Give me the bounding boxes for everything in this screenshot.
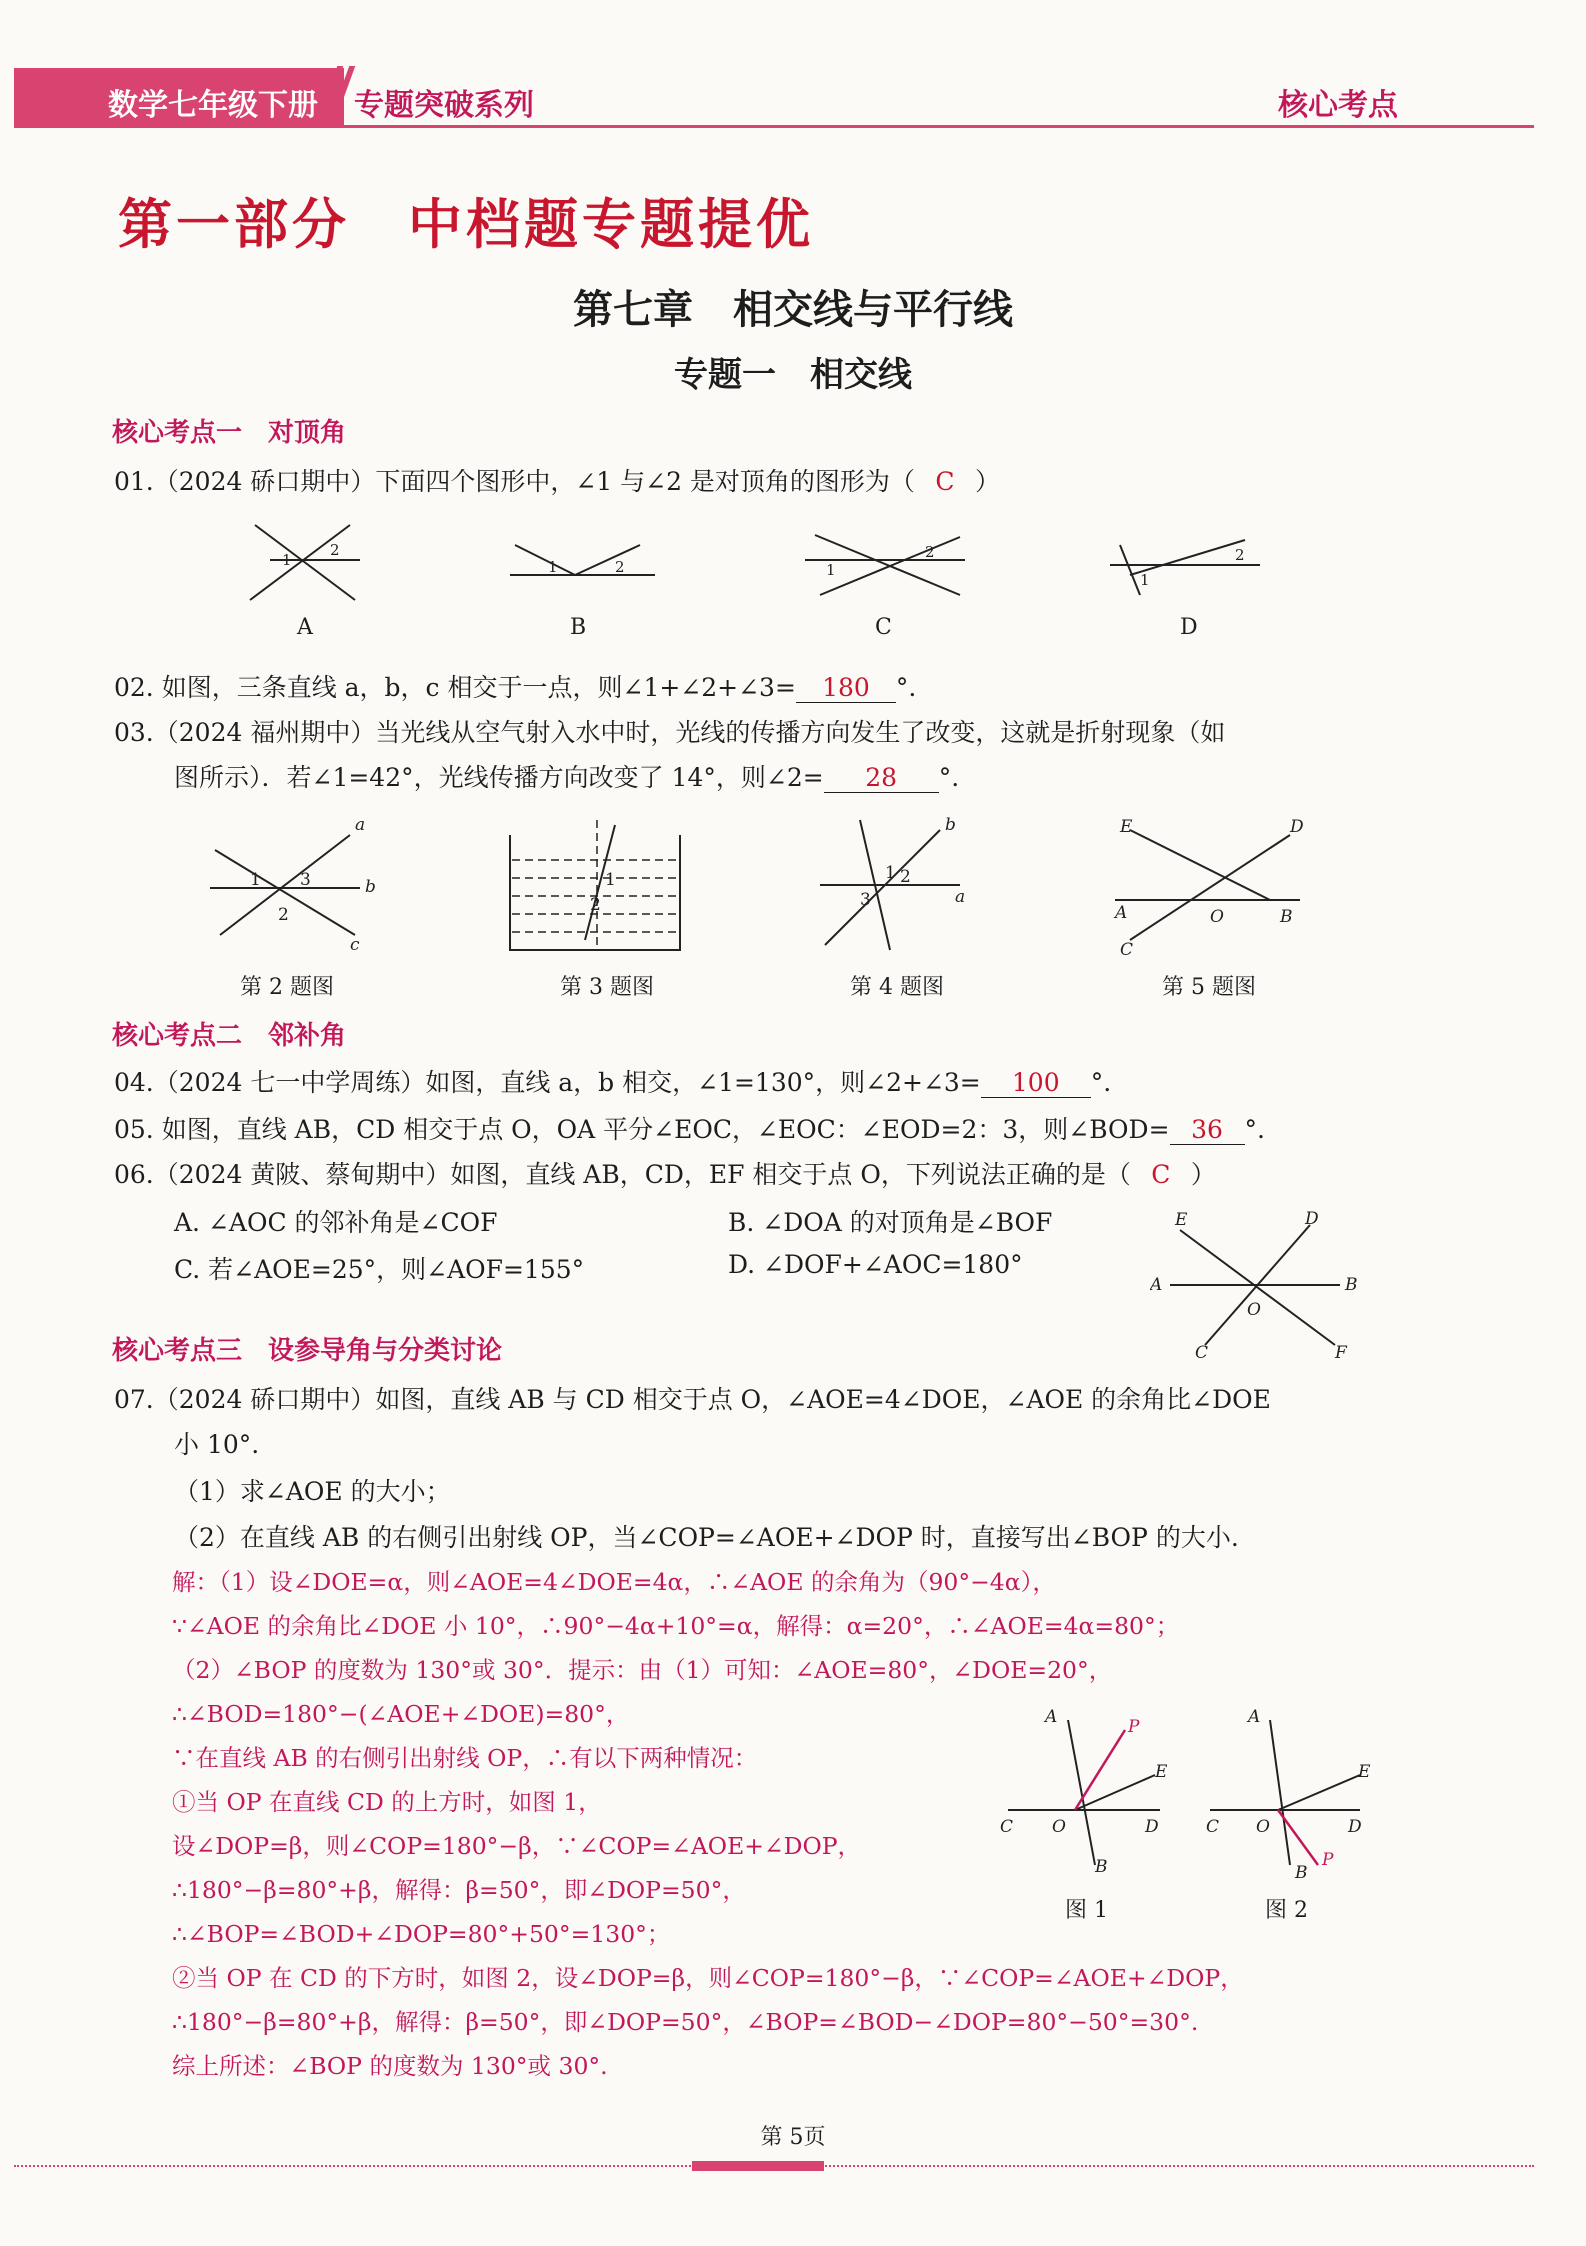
svg-text:F: F [1335,1343,1347,1360]
question-07-line2: 小 10°. [174,1430,260,1459]
answer: 36 [1170,1115,1245,1145]
answer: 100 [981,1068,1091,1098]
figures-q2-q5 [200,810,1350,960]
svg-text:1: 1 [826,561,836,579]
svg-text:B: B [1295,1863,1308,1883]
svg-text:2: 2 [615,558,625,576]
svg-text:2: 2 [590,895,601,915]
question-02 [114,668,916,704]
svg-text:2: 2 [1235,546,1245,564]
question-04 [114,1063,1111,1099]
svg-text:O: O [1256,1817,1270,1837]
question-07-sub1: （1）求∠AOE 的大小； [174,1477,451,1506]
solution-line: ②当 OP 在 CD 的下方时，如图 2，设∠DOP=β，则∠COP=180°−β，∵∠COP=∠AOE+∠DOP， [172,1964,1244,1992]
svg-text:E: E [1120,817,1133,837]
svg-text:1: 1 [1140,571,1150,589]
question-01 [114,462,1000,498]
figure-caption: 图 2 [1265,1898,1308,1923]
page-number: 第 5页 [760,2125,826,2150]
svg-text:O: O [1247,1300,1261,1320]
svg-text:b: b [945,815,956,835]
svg-text:O: O [1210,907,1224,927]
part-title: 第一部分 中档题专题提优 [118,192,814,256]
svg-text:C: C [1120,940,1134,960]
question-text: 图所示）．若∠1=42°，光线传播方向改变了 14°，则∠2= [174,763,824,792]
question-text: ） [1190,1160,1216,1189]
question-text: °. [1244,1115,1265,1144]
svg-text:1: 1 [250,870,261,890]
svg-text:C: C [1195,1343,1209,1360]
svg-text:a: a [955,887,966,907]
svg-text:D: D [1290,817,1304,837]
svg-text:1: 1 [282,551,292,569]
svg-text:B: B [1095,1857,1108,1877]
question-text: °. [1090,1068,1112,1097]
chapter-title: 第七章 相交线与平行线 [573,287,1013,333]
section-heading: 核心考点二 邻补角 [112,1021,347,1051]
option-label: D [1180,615,1198,640]
answer: C [1151,1160,1171,1189]
svg-text:D: D [1145,1817,1159,1837]
question-06 [114,1155,1216,1191]
svg-text:E: E [1358,1762,1371,1782]
solution-line: ∴∠BOD=180°−(∠AOE+∠DOE)=80°， [172,1700,630,1728]
svg-text:A: A [1045,1707,1058,1727]
svg-text:c: c [350,935,360,955]
svg-text:P: P [1322,1850,1334,1870]
figure-caption: 第 4 题图 [850,975,944,1000]
svg-text:2: 2 [278,905,289,925]
header-subject: 数学七年级下册 [108,88,318,123]
svg-text:2: 2 [330,541,340,559]
solution-line: ∴180°−β=80°+β，解得：β=50°，即∠DOP=50°， [172,1876,746,1904]
answer: 180 [796,673,896,703]
header-rule [14,125,1534,128]
answer: C [935,467,955,496]
svg-text:B: B [1280,907,1293,927]
question-text: 04.（2024 七一中学周练）如图，直线 a，b 相交，∠1=130°，则∠2+∠3= [114,1068,981,1097]
svg-text:b: b [365,877,376,897]
solution-line: 解：（1）设∠DOE=α，则∠AOE=4∠DOE=4α，∴∠AOE 的余角为（90°−4α）， [172,1568,1056,1596]
question-text: ） [974,467,1000,496]
option-text: D. ∠DOF+∠AOC=180° [728,1250,1023,1279]
solution-line: 综上所述：∠BOP 的度数为 130°或 30°. [172,2052,608,2080]
svg-text:3: 3 [300,870,311,890]
question-text: 05. 如图，直线 AB，CD 相交于点 O，OA 平分∠EOC，∠EOC：∠EOD=2：3，则∠BOD= [114,1115,1170,1144]
question-text: 02. 如图，三条直线 a，b，c 相交于一点，则∠1+∠2+∠3= [114,673,796,702]
answer: 28 [824,763,939,793]
solution-line: ①当 OP 在直线 CD 的上方时，如图 1， [172,1788,602,1816]
svg-text:2: 2 [900,867,911,887]
section-heading: 核心考点一 对顶角 [112,418,347,448]
svg-text:a: a [355,815,366,835]
solution-figures [1000,1700,1400,1890]
svg-text:1: 1 [885,863,896,883]
question-03-line2 [174,758,959,794]
svg-text:2: 2 [925,543,935,561]
option-text: A. ∠AOC 的邻补角是∠COF [174,1208,498,1237]
svg-text:A: A [1248,1707,1261,1727]
svg-text:D: D [1305,1210,1319,1229]
question-text: °. [938,763,960,792]
header-core-label: 核心考点 [1278,88,1398,123]
q01-option-figures [230,515,1360,615]
solution-line: ∵在直线 AB 的右侧引出射线 OP，∴有以下两种情况： [172,1744,758,1772]
option-label: B [570,615,587,640]
svg-text:D: D [1348,1817,1362,1837]
question-text: °. [895,673,917,702]
solution-line: ∴180°−β=80°+β，解得：β=50°，即∠DOP=50°，∠BOP=∠BOD−∠DOP=80°−50°=30°. [172,2008,1199,2036]
footer-accent [692,2161,824,2171]
question-03-line1: 03.（2024 福州期中）当光线从空气射入水中时，光线的传播方向发生了改变，这就是折射现象（如 [114,718,1226,747]
svg-text:3: 3 [860,890,871,910]
svg-text:A: A [1150,1275,1163,1295]
svg-text:1: 1 [548,558,558,576]
question-07-line1: 07.（2024 硚口期中）如图，直线 AB 与 CD 相交于点 O，∠AOE=4∠DOE，∠AOE 的余角比∠DOE [114,1385,1271,1414]
solution-line: 设∠DOP=β，则∠COP=180°−β，∵∠COP=∠AOE+∠DOP， [172,1832,862,1860]
option-text: C. 若∠AOE=25°，则∠AOF=155° [174,1255,585,1284]
svg-text:A: A [1115,903,1128,923]
svg-text:P: P [1128,1717,1140,1737]
option-label: C [875,615,892,640]
svg-text:E: E [1155,1762,1168,1782]
solution-line: ∵∠AOE 的余角比∠DOE 小 10°，∴90°−4α+10°=α，解得：α=20°，∴∠AOE=4α=80°； [172,1612,1180,1640]
svg-text:B: B [1345,1275,1358,1295]
svg-text:1: 1 [605,870,616,890]
svg-text:C: C [1000,1817,1014,1837]
solution-line: ∴∠BOP=∠BOD+∠DOP=80°+50°=130°； [172,1920,671,1948]
solution-line: （2）∠BOP 的度数为 130°或 30°．提示：由（1）可知：∠AOE=80°，∠DOE=20°， [172,1656,1113,1684]
question-07-sub2: （2）在直线 AB 的右侧引出射线 OP，当∠COP=∠AOE+∠DOP 时，直接写出∠BOP 的大小. [174,1523,1239,1552]
option-text: B. ∠DOA 的对顶角是∠BOF [728,1208,1053,1237]
svg-text:C: C [1206,1817,1220,1837]
figure-caption: 第 5 题图 [1162,975,1256,1000]
section-heading: 核心考点三 设参导角与分类讨论 [112,1336,503,1366]
svg-text:O: O [1052,1817,1066,1837]
topic-title: 专题一 相交线 [674,355,912,395]
q06-figure [1150,1210,1370,1360]
svg-text:E: E [1175,1210,1188,1230]
figure-caption: 图 1 [1065,1898,1108,1923]
question-05 [114,1110,1265,1146]
figure-caption: 第 3 题图 [560,975,654,1000]
option-label: A [297,615,313,640]
figure-caption: 第 2 题图 [240,975,334,1000]
question-text: 01.（2024 硚口期中）下面四个图形中，∠1 与∠2 是对顶角的图形为（ [114,467,915,496]
header-series: 专题突破系列 [354,88,534,123]
question-text: 06.（2024 黄陂、蔡甸期中）如图，直线 AB，CD，EF 相交于点 O，下列说法正确的是（ [114,1160,1131,1189]
